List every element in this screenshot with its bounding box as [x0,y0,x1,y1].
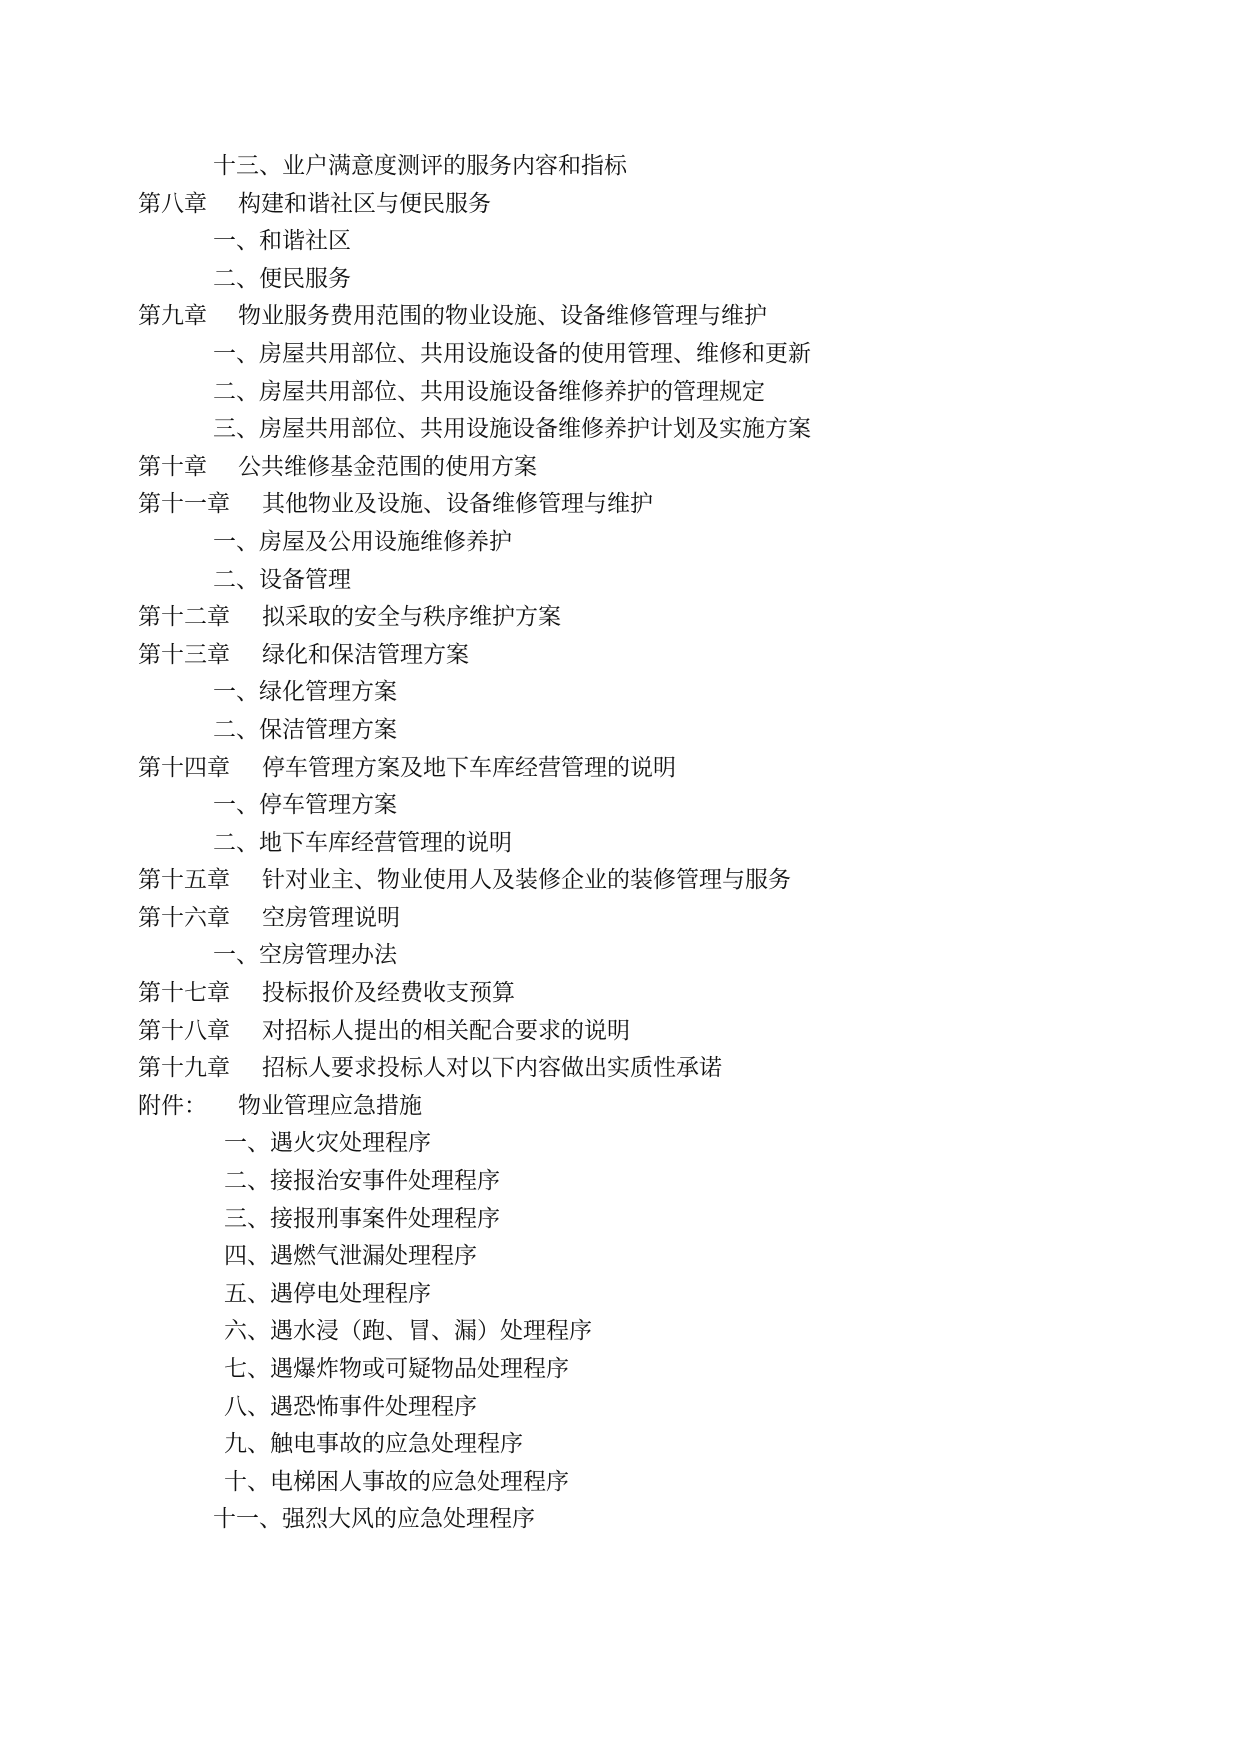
chapter-title: 投标报价及经费收支预算 [262,980,515,1007]
toc-entry-text: 十、电梯困人事故的应急处理程序 [224,1468,569,1495]
toc-entry [0,712,1241,750]
toc-entry [0,1125,1241,1163]
toc-entry-text: 一、停车管理方案 [213,792,397,819]
toc-chapter [0,486,1241,524]
toc-entry-text: 七、遇爆炸物或可疑物品处理程序 [224,1356,569,1382]
toc-entry-text: 三、接报刑事案件处理程序 [224,1205,500,1232]
toc-chapter [0,1013,1241,1051]
chapter-number: 第十四章 [138,754,230,781]
toc-entry-text: 九、触电事故的应急处理程序 [224,1431,523,1458]
chapter-number: 第十章 [138,453,207,480]
chapter-number: 第九章 [138,303,207,330]
toc-entry [0,1426,1241,1464]
toc-entry [0,336,1241,374]
toc-entry-text: 二、设备管理 [213,566,351,593]
toc-chapter [0,900,1241,938]
chapter-number: 第十二章 [138,604,230,631]
table-of-contents [0,148,1241,1539]
chapter-title: 公共维修基金范围的使用方案 [238,453,537,480]
chapter-number: 第十六章 [138,904,230,931]
toc-entry-text: 八、遇恐怖事件处理程序 [224,1393,477,1420]
chapter-number: 第十五章 [138,867,230,894]
toc-entry-text: 一、绿化管理方案 [213,679,397,706]
toc-chapter [0,449,1241,487]
toc-chapter [0,599,1241,637]
toc-entry-text: 一、遇火灾处理程序 [224,1130,431,1157]
chapter-title: 物业服务费用范围的物业设施、设备维修管理与维护 [238,303,767,330]
toc-entry [0,787,1241,825]
toc-entry [0,524,1241,562]
chapter-title: 对招标人提出的相关配合要求的说明 [262,1017,630,1044]
toc-chapter [0,862,1241,900]
toc-entry [0,411,1241,449]
toc-entry-text: 一、房屋及公用设施维修养护 [213,528,512,555]
toc-chapter [0,186,1241,224]
toc-entry [0,1201,1241,1239]
toc-entry [0,562,1241,600]
toc-entry [0,825,1241,863]
toc-chapter [0,750,1241,788]
chapter-title: 构建和谐社区与便民服务 [238,190,491,217]
toc-entry [0,148,1241,186]
toc-entry-text: 五、遇停电处理程序 [224,1280,431,1307]
toc-entry [0,374,1241,412]
toc-entry-text: 十一、强烈大风的应急处理程序 [213,1506,535,1533]
toc-entry-text: 一、房屋共用部位、共用设施设备的使用管理、维修和更新 [213,340,811,367]
toc-entry [0,261,1241,299]
toc-chapter [0,298,1241,336]
toc-entry-text: 十三、业户满意度测评的服务内容和指标 [213,153,627,179]
toc-entry [0,223,1241,261]
toc-entry-text: 六、遇水浸（跑、冒、漏）处理程序 [224,1318,592,1345]
toc-chapter [0,975,1241,1013]
chapter-title: 拟采取的安全与秩序维护方案 [262,604,561,631]
toc-entry-text: 二、保洁管理方案 [213,716,397,743]
chapter-title: 招标人要求投标人对以下内容做出实质性承诺 [262,1055,722,1082]
toc-entry [0,1501,1241,1539]
toc-entry-text: 二、便民服务 [213,265,351,292]
toc-entry [0,1276,1241,1314]
toc-entry [0,1464,1241,1502]
toc-entry-text: 一、和谐社区 [213,228,351,255]
annex-label: 附件： [138,1092,207,1119]
toc-entry-text: 四、遇燃气泄漏处理程序 [224,1243,477,1270]
annex-title: 物业管理应急措施 [238,1092,422,1119]
toc-entry-text: 二、接报治安事件处理程序 [224,1168,500,1195]
chapter-number: 第八章 [138,190,207,217]
toc-entry-text: 三、房屋共用部位、共用设施设备维修养护计划及实施方案 [213,416,811,443]
chapter-title: 针对业主、物业使用人及装修企业的装修管理与服务 [262,867,791,894]
chapter-number: 第十三章 [138,641,230,668]
toc-entry [0,1389,1241,1427]
toc-chapter [0,637,1241,675]
chapter-number: 第十八章 [138,1017,230,1044]
toc-chapter [0,1050,1241,1088]
toc-entry [0,1351,1241,1389]
chapter-title: 其他物业及设施、设备维修管理与维护 [262,491,653,518]
chapter-title: 空房管理说明 [262,904,400,931]
toc-entry [0,937,1241,975]
toc-entry [0,1313,1241,1351]
toc-entry [0,674,1241,712]
chapter-number: 第十七章 [138,980,230,1007]
toc-entry [0,1163,1241,1201]
toc-entry-text: 二、地下车库经营管理的说明 [213,829,512,856]
chapter-number: 第十一章 [138,491,230,518]
chapter-number: 第十九章 [138,1055,230,1082]
toc-annex [0,1088,1241,1126]
toc-entry-text: 二、房屋共用部位、共用设施设备维修养护的管理规定 [213,378,765,405]
toc-entry-text: 一、空房管理办法 [213,942,397,969]
toc-entry [0,1238,1241,1276]
chapter-title: 绿化和保洁管理方案 [262,641,469,668]
chapter-title: 停车管理方案及地下车库经营管理的说明 [262,754,676,781]
